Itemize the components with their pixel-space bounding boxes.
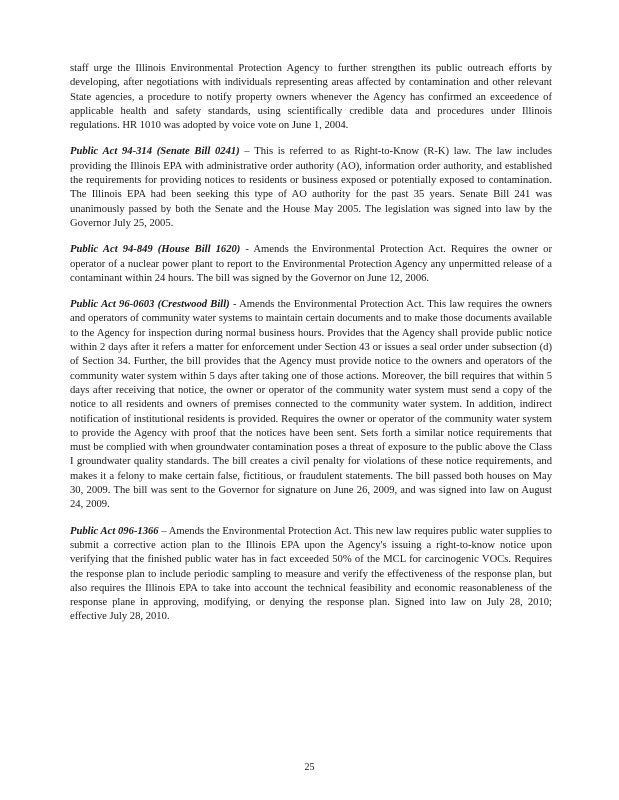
paragraph-body: - Amends the Environmental Protection Act. Requires the owner or operator of a nuclear power plant to report to the Environmental Protection Agency any unpermitted release of a contaminant within 24 hours. The bill was signed by the Governor on June 12, 2006. — [70, 244, 552, 284]
page-number: 25 — [304, 762, 315, 773]
paragraph-hr1010 — [70, 62, 552, 133]
paragraph-body: staff urge the Illinois Environmental Protection Agency to further strengthen its public outreach efforts by developing, after negotiations with individuals representing areas affected by contamination and other relevant State agencies, a procedure to notify property owners whenever the Agency has confirmed an exceedence of applicable health and safety standards, using scientifically credible data and procedures under Illinois regulations. HR 1010 was adopted by voice vote on June 1, 2004. — [70, 63, 552, 132]
paragraph-pa-94-314 — [70, 145, 552, 231]
document-body — [70, 62, 552, 637]
paragraph-pa-94-849 — [70, 243, 552, 286]
paragraph-body: - Amends the Environmental Protection Act. This law requires the owners and operators of community water systems to maintain certain documents and to make those documents available to the Agency for inspection during normal business hours. Provides that the Agency shall provide public notice within 2 days after it refers a matter for enforcement under Section 43 or issues a seal order under subsection (d) of Section 34. Further, the bill provides that the Agency must provide notice to the owners and operators of the community water system within 5 days after taking one of those actions. Moreover, the bill requires that within 5 days after receiving that notice, the owner or operator of the community water system must send a copy of the notice to all residents and owners of premises connected to the community water system. In addition, indirect notification of institutional residents is provided. Requires the owner or operator of the community water system to provide the Agency with proof that the notices have been sent. Sets forth a similar notice requirements that must be complied with when groundwater contamination poses a threat of exposure to the public above the Class I groundwater quality standards. The bill creates a civil penalty for violations of these notice requirements, and makes it a felony to make certain false, fictitious, or fraudulent statements. The bill passed both houses on May 30, 2009. The bill was sent to the Governor for signature on June 26, 2009, and was signed into law on August 24, 2009. — [70, 299, 552, 511]
paragraph-body: – This is referred to as Right-to-Know (R-K) law. The law includes providing the Illinois EPA with administrative order authority (AO), information order authority, and established the requirements for providing notices to residents or business exposed or potentially exposed to contamination. The Illinois EPA had been seeking this type of AO authority for the past 35 years. Senate Bill 241 was unanimously passed by both the Senate and the House May 2005. The legislation was signed into law by the Governor July 25, 2005. — [70, 146, 552, 229]
paragraph-lead: Public Act 94-314 (Senate Bill 0241) — [70, 146, 240, 158]
paragraph-pa-96-0603 — [70, 298, 552, 512]
paragraph-lead: Public Act 94-849 (House Bill 1620) — [70, 244, 241, 256]
paragraph-lead: Public Act 096-1366 — [70, 525, 159, 537]
paragraph-lead: Public Act 96-0603 (Crestwood Bill) — [70, 299, 230, 311]
paragraph-body: – Amends the Environmental Protection Act. This new law requires public water supplies to submit a corrective action plan to the Illinois EPA upon the Agency's issuing a right-to-know notice upon verifying that the finished public water has in fact exceeded 50% of the MCL for carcinogenic VOCs. Requires the response plan to include periodic sampling to measure and verify the effectiveness of the response plan, but also requires the Illinois EPA to take into account the technical feasibility and economic reasonableness of the response plane in approving, modifying, or denying the response plan. Signed into law on July 28, 2010; effective July 28, 2010. — [70, 525, 552, 623]
paragraph-pa-096-1366 — [70, 525, 552, 625]
